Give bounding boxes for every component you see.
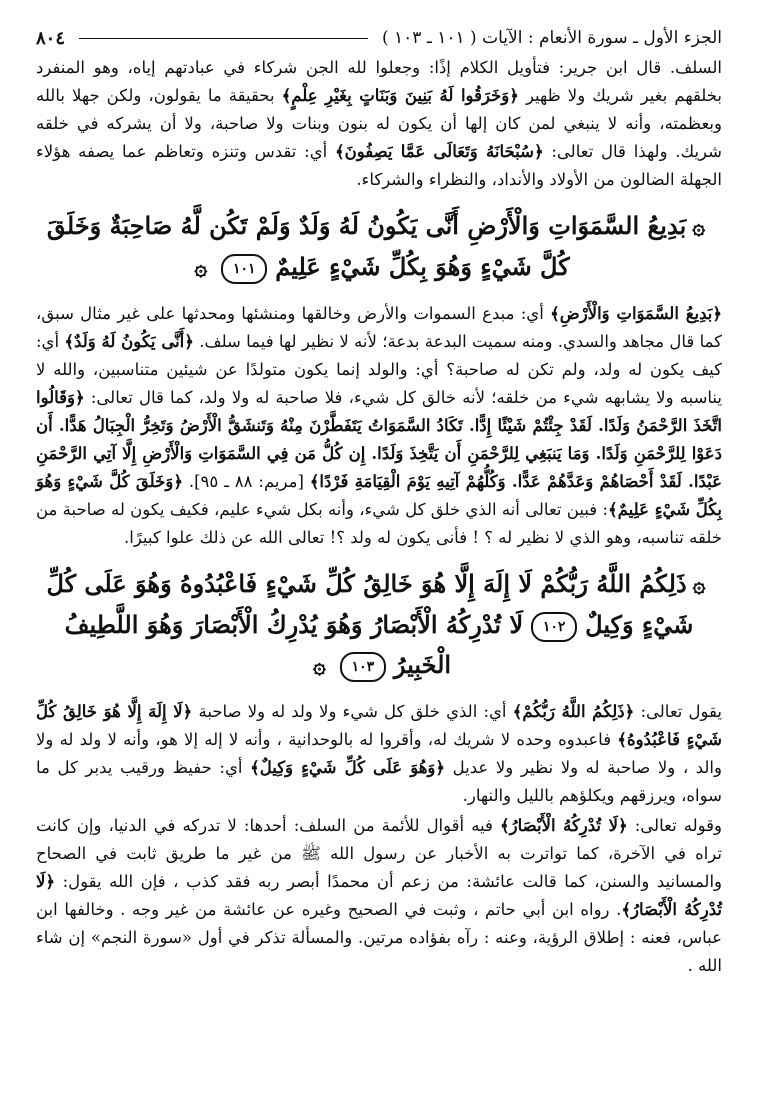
quran-quote: ﴿لَا تُدْرِكُهُ الْأَبْصَارُ﴾	[36, 872, 722, 919]
verse-text: لَا تُدْرِكُهُ الْأَبْصَارُ وَهُوَ يُدْرِكُ الْأَبْصَارَ وَهُوَ اللَّطِيفُ الْخَبِيرُ	[64, 610, 524, 679]
header-title: الجزء الأول ـ سورة الأنعام : الآيات ( ١٠١ ـ ١٠٣ )	[382, 28, 722, 48]
running-header	[36, 22, 722, 54]
quran-quote: ﴿بَدِيعُ السَّمَوَاتِ وَالْأَرْضِ﴾	[550, 304, 723, 323]
text: أي: حفيظ ورقيب يدبر كل ما سواه، ويرزقهم ويكلؤهم بالليل والنهار.	[36, 758, 722, 805]
text: وقوله تعالى:	[627, 816, 722, 835]
verse-text: بَدِيعُ السَّمَوَاتِ وَالْأَرْضِ أَنَّى يَكُونُ لَهُ وَلَدٌ وَلَمْ تَكُن لَّهُ صَاحِبَةٌ وَخَلَقَ كُلَّ شَيْءٍ وَهُوَ بِكُلِّ شَيْءٍ عَلِيمٌ	[46, 211, 687, 281]
verse-block-101	[42, 206, 716, 288]
ornament-open-icon: ۞	[692, 214, 706, 240]
quran-quote: ﴿لَا تُدْرِكُهُ الْأَبْصَارُ﴾	[499, 816, 628, 835]
text: يقول تعالى:	[634, 702, 722, 721]
quran-quote: ﴿وَخَلَقَ كُلَّ شَيْءٍ وَهُوَ بِكُلِّ شَيْءٍ عَلِيمٌ﴾	[36, 472, 722, 519]
quran-quote: ﴿أَنَّى يَكُونُ لَهُ وَلَدٌ﴾	[64, 332, 194, 351]
text: فاعبدوه وحده لا شريك له، وأقروا له بالوحدانية ، وأنه لا إله إلا هو، وأنه لا ولد له ولا والد ، ولا صاحبة له ولا نظير ولا عديل	[36, 730, 722, 777]
paragraph-1	[36, 54, 722, 194]
page-body	[36, 54, 722, 980]
text: : فبين تعالى أنه الذي خلق كل شيء، وأنه بكل شيء عليم، فكيف يكون له صاحبة من خلقه تناسبه، وهو الذي لا نظير له ؟ ! فأنى يكون له ولد ؟! تعالى الله عن ذلك علوا كبيرًا.	[36, 500, 722, 547]
ornament-close-icon: ۞	[312, 653, 326, 679]
quran-quote: ﴿وَخَرَقُوا لَهُ بَنِينَ وَبَنَاتٍ بِغَيْرِ عِلْمٍ﴾	[281, 86, 519, 105]
paragraph-3	[36, 698, 722, 810]
text: فيه أقوال للأئمة من السلف: أحدها: لا تدركه في الدنيا، وإن كانت تراه في الآخرة، كما تواترت به الأخبار عن رسول الله ﷺ من غير ما طريق ثابت في الصحاح والمسانيد والسنن، كما قالت عائشة: من زعم أن محمدًا أبصر ربه فقد كذب ، فإن الله يقول:	[36, 816, 722, 891]
text: أي: تقدس وتنزه وتعاظم عما يصفه هؤلاء الجهلة الضالون من الأولاد والأنداد، والنظراء والشركاء.	[36, 142, 722, 189]
ornament-close-icon: ۞	[194, 255, 208, 281]
verse-text: ذَلِكُمُ اللَّهُ رَبُّكُمْ لَا إِلَهَ إِلَّا هُوَ خَالِقُ كُلِّ شَيْءٍ فَاعْبُدُوهُ وَهُوَ عَلَى كُلِّ شَيْءٍ وَكِيلٌ	[46, 569, 694, 639]
quran-quote: ﴿لَا إِلَهَ إِلَّا هُوَ خَالِقُ كُلِّ شَيْءٍ فَاعْبُدُوهُ﴾	[36, 702, 722, 749]
paragraph-4	[36, 812, 722, 980]
quran-quote: ﴿وَقَالُوا اتَّخَذَ الرَّحْمَنُ وَلَدًا. لَقَدْ جِئْتُمْ شَيْئًا إِدًّا. تَكَادُ السَّمَوَاتُ يَتَفَطَّرْنَ مِنْهُ وَتَنشَقُّ الْأَرْضُ وَتَخِرُّ الْجِبَالُ هَدًّا. أَن دَعَوْا لِلرَّحْمَنِ وَلَدًا. وَمَا يَنبَغِي لِلرَّحْمَنِ أَن يَتَّخِذَ وَلَدًا. إِن كُلُّ مَن فِي السَّمَوَاتِ وَالْأَرْضِ إِلَّا آتِي الرَّحْمَنِ عَبْدًا. لَقَدْ أَحْصَاهُمْ وَعَدَّهُمْ عَدًّا. وَكُلُّهُمْ آتِيهِ يَوْمَ الْقِيَامَةِ فَرْدًا﴾	[36, 388, 722, 491]
text: بحقيقة ما يقولون، ولكن جهلا بالله وبعظمته، وأنه لا ينبغي لمن كان إلها أن يكون له بنون وبنات ولا صاحبة، ولا أن يشركه في خلقه شريك. ولهذا قال تعالى:	[36, 86, 722, 161]
ayah-number-marker: ١٠٣	[340, 652, 386, 682]
quran-quote: ﴿وَهُوَ عَلَى كُلِّ شَيْءٍ وَكِيلٌ﴾	[250, 758, 446, 777]
text: أي: مبدع السموات والأرض وخالقها ومنشئها ومحدثها على غير مثال سبق، كما قال مجاهد والسدي. ومنه سميت البدعة بدعة؛ لأنه لا نظير لها فيما سلف.	[36, 304, 722, 351]
header-rule	[79, 38, 368, 39]
verse-block-102-103	[42, 564, 716, 686]
ornament-open-icon: ۞	[692, 572, 706, 598]
text: أي: الذي خلق كل شيء ولا ولد له ولا صاحبة	[192, 702, 513, 721]
text: أي: كيف يكون له ولد، ولم تكن له صاحبة؟ أي: والولد إنما يكون متولدًا عن شيئين متناسبين، والله لا يناسبه ولا يشابهه شيء من خلقه؛ لأنه خالق كل شيء، فلا صاحبة له ولا ولد، كما قال تعالى:	[36, 332, 722, 407]
quran-quote: ﴿سُبْحَانَهُ وَتَعَالَى عَمَّا يَصِفُونَ﴾	[334, 142, 544, 161]
ayah-number-marker: ١٠١	[221, 254, 267, 284]
ayah-number-marker: ١٠٢	[531, 612, 577, 642]
quran-quote: ﴿ذَلِكُمُ اللَّهُ رَبُّكُمْ﴾	[512, 702, 635, 721]
citation: [مريم: ٨٨ ـ ٩٥].	[182, 472, 310, 491]
text: السلف. قال ابن جرير: فتأويل الكلام إذًا: وجعلوا لله الجن شركاء في عبادتهم إياه، وهو المنفرد بخلقهم بغير شريك ولا ظهير	[36, 58, 723, 105]
text: . رواه ابن أبي حاتم ، وثبت في الصحيح وغيره عن عائشة من غير وجه . وخالفها ابن عباس، فعنه : إطلاق الرؤية، وعنه : رآه بفؤاده مرتين. والمسألة تذكر في أول «سورة النجم» إن شاء الله .	[36, 900, 722, 975]
page-number: ٨٠٤	[36, 27, 66, 49]
paragraph-2	[36, 300, 722, 552]
